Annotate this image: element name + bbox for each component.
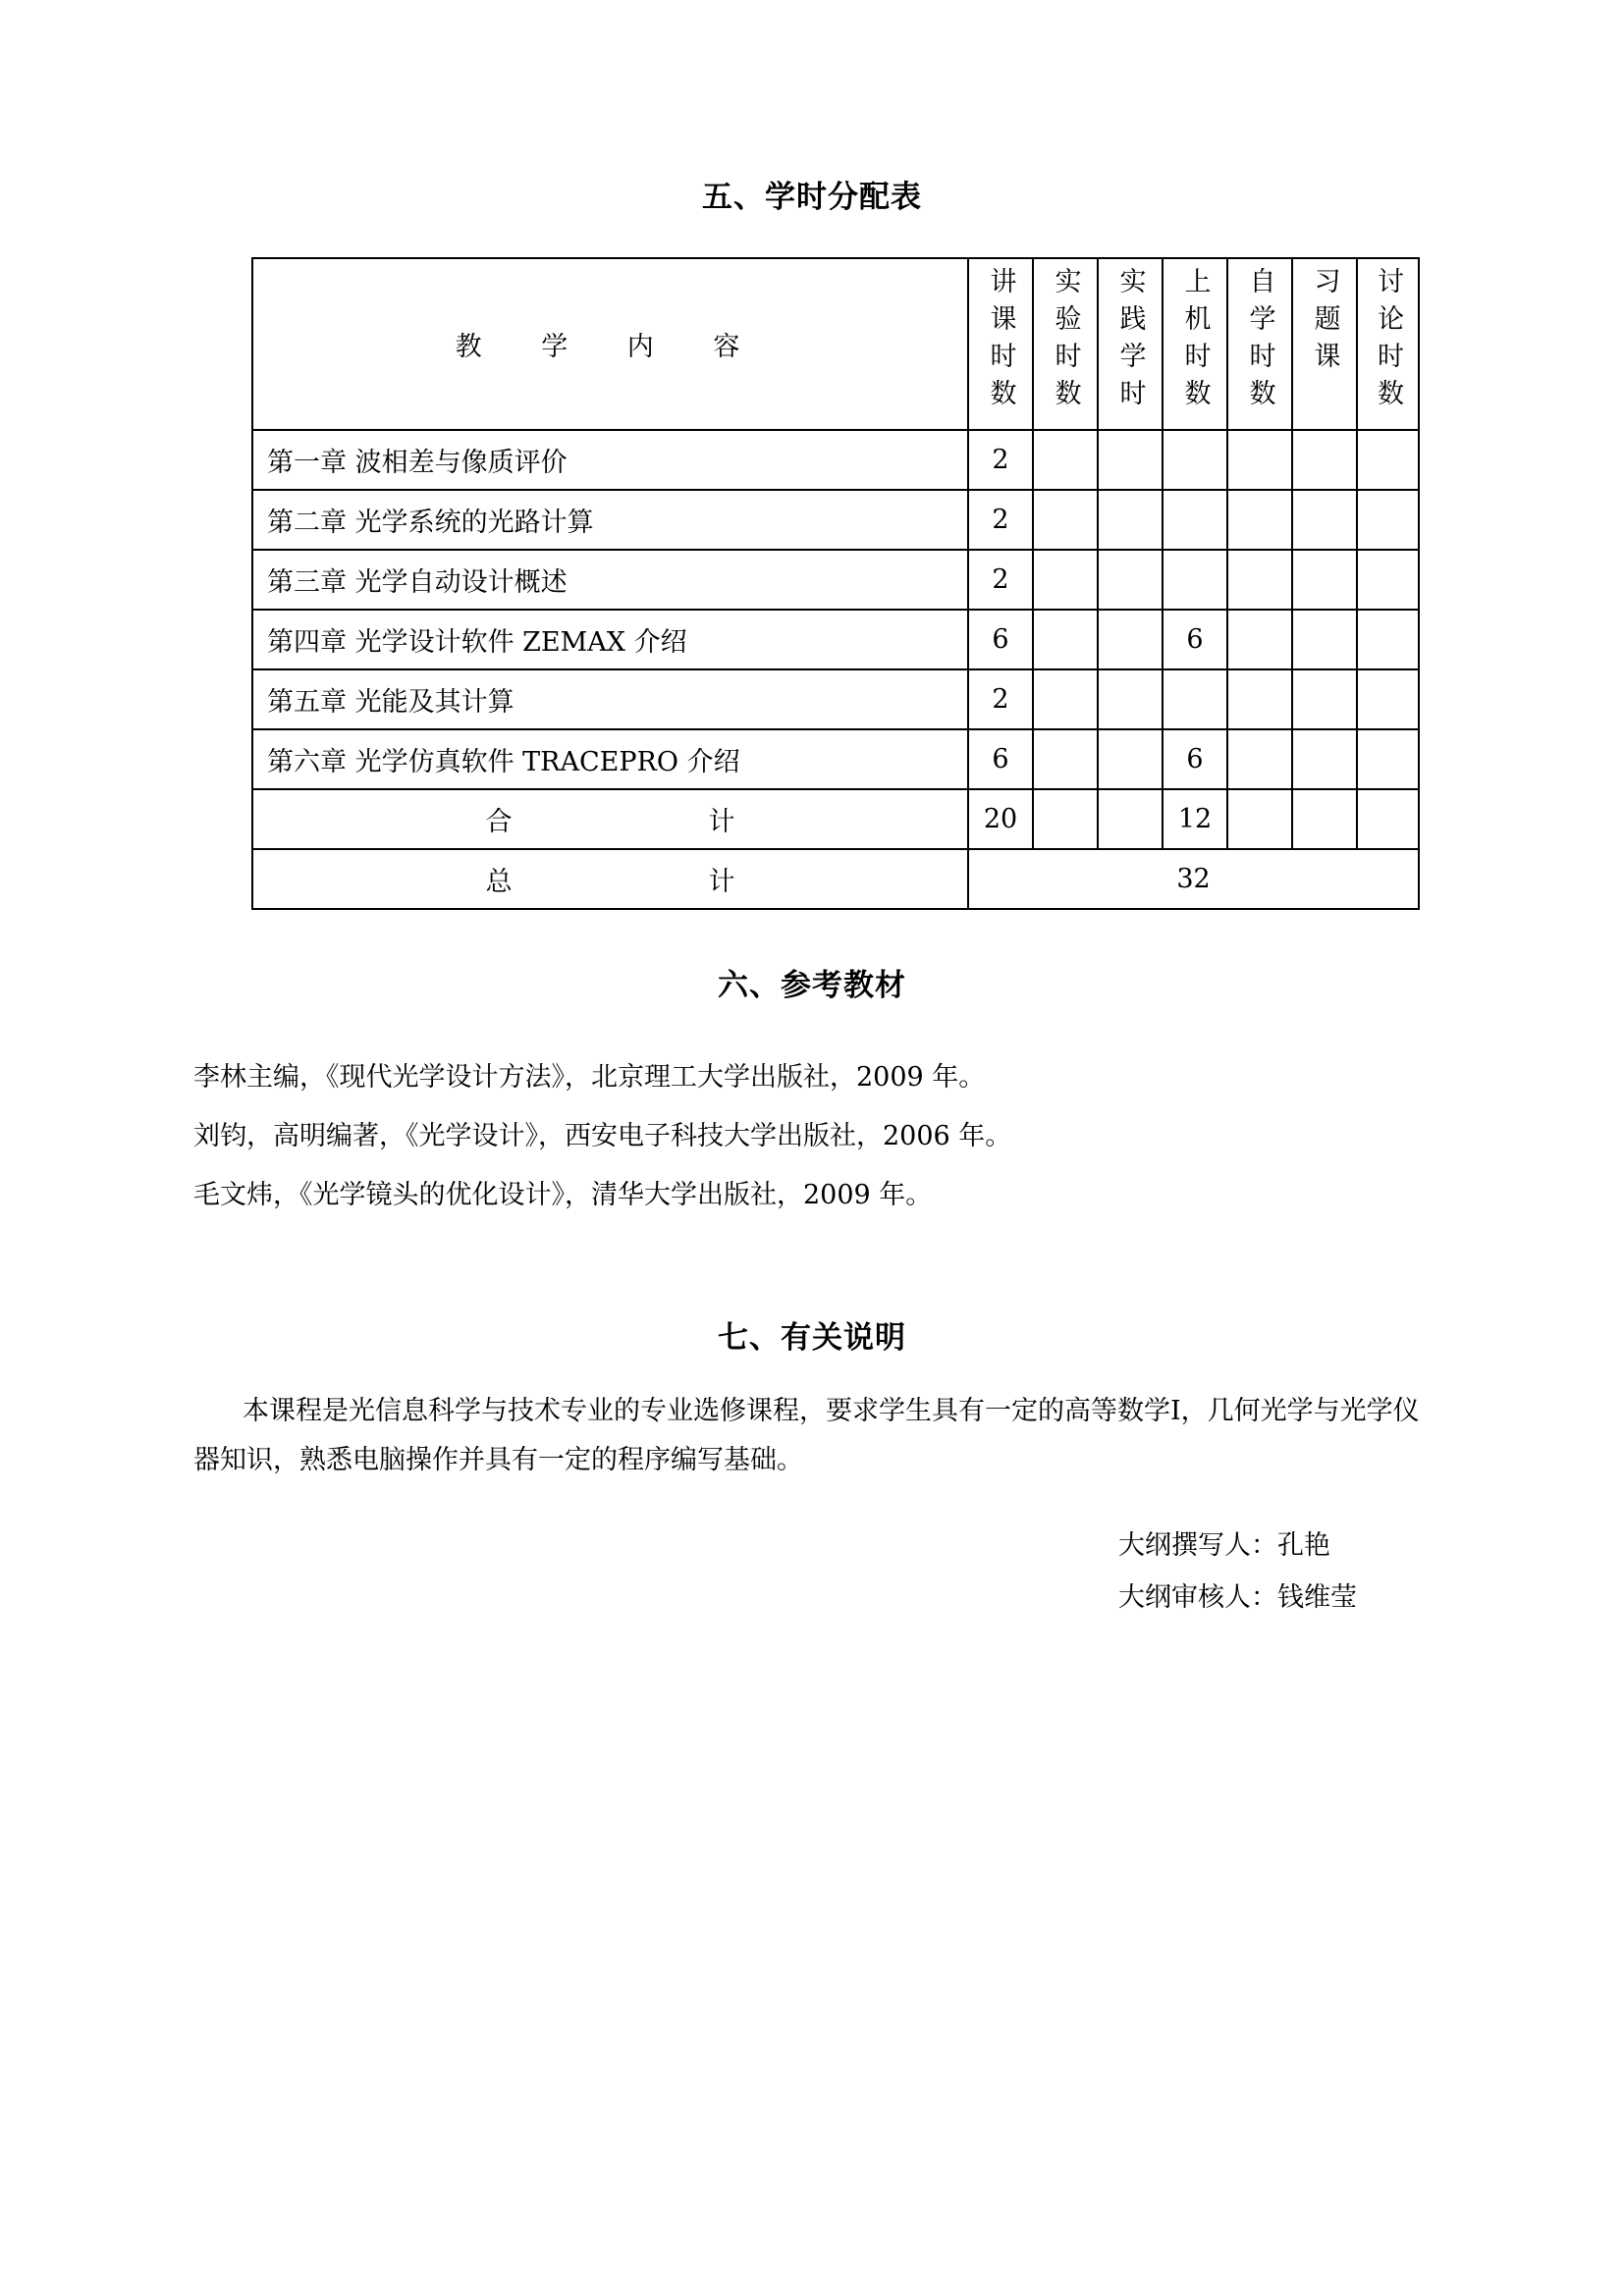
subtotal-row: [252, 789, 1419, 849]
table-cell: [1227, 789, 1292, 849]
signature-block: [1118, 1520, 1357, 1624]
table-cell: [1163, 490, 1227, 550]
chapter-name: 第五章 光能及其计算: [252, 669, 968, 729]
table-cell: [1227, 729, 1292, 789]
table-cell: [1292, 789, 1357, 849]
col-header: 实践学时: [1098, 258, 1163, 430]
chapter-name: 第三章 光学自动设计概述: [252, 550, 968, 610]
table-header-row: [252, 258, 1419, 430]
table-cell: 6: [968, 610, 1033, 669]
table-cell: [1357, 490, 1419, 550]
section-title-references: 六、参考教材: [718, 968, 906, 1003]
table-cell: [1357, 669, 1419, 729]
table-cell: [1227, 550, 1292, 610]
table-cell: [1098, 729, 1163, 789]
hours-table: [251, 257, 1420, 910]
table-cell: 2: [968, 550, 1033, 610]
section-title-notes: 七、有关说明: [718, 1320, 906, 1356]
reference-item: 毛文炜，《光学镜头的优化设计》，清华大学出版社，2009 年。: [193, 1180, 933, 1210]
table-cell: [1033, 490, 1098, 550]
chapter-name: 第六章 光学仿真软件 TRACEPRO 介绍: [252, 729, 968, 789]
table-cell: [1292, 490, 1357, 550]
reference-item: 刘钧，高明编著，《光学设计》，西安电子科技大学出版社，2006 年。: [193, 1121, 1012, 1151]
table-row: [252, 729, 1419, 789]
table-cell: 6: [1163, 610, 1227, 669]
table-cell: [1357, 729, 1419, 789]
table-cell: [1357, 789, 1419, 849]
writer-line: 大纲撰写人：孔艳: [1118, 1530, 1330, 1561]
chapter-name: 第一章 波相差与像质评价: [252, 430, 968, 490]
table-cell: [1357, 430, 1419, 490]
content-header: 教 学 内 容: [252, 258, 968, 430]
table-cell: [1357, 610, 1419, 669]
table-cell: [1033, 430, 1098, 490]
chapter-name: 第四章 光学设计软件 ZEMAX 介绍: [252, 610, 968, 669]
reference-item: 李林主编，《现代光学设计方法》，北京理工大学出版社，2009 年。: [193, 1062, 986, 1093]
total-label: 总 计: [252, 849, 968, 909]
table-cell: [1227, 669, 1292, 729]
total-value: 32: [968, 849, 1419, 909]
table-cell: 20: [968, 789, 1033, 849]
table-cell: [1292, 550, 1357, 610]
table-cell: [1098, 490, 1163, 550]
table-row: [252, 550, 1419, 610]
col-header: 实验时数: [1033, 258, 1098, 430]
table-cell: [1163, 550, 1227, 610]
table-cell: [1292, 729, 1357, 789]
table-cell: 2: [968, 430, 1033, 490]
chapter-name: 第二章 光学系统的光路计算: [252, 490, 968, 550]
table-cell: [1033, 669, 1098, 729]
reviewer-line: 大纲审核人：钱维莹: [1118, 1582, 1357, 1613]
table-cell: [1227, 430, 1292, 490]
table-row: [252, 669, 1419, 729]
table-cell: [1292, 430, 1357, 490]
table-cell: [1033, 610, 1098, 669]
table-cell: [1357, 550, 1419, 610]
col-header: 上机时数: [1163, 258, 1227, 430]
table-cell: [1163, 430, 1227, 490]
table-cell: [1098, 550, 1163, 610]
table-cell: [1098, 430, 1163, 490]
table-cell: [1033, 729, 1098, 789]
table-row: [252, 610, 1419, 669]
table-cell: 6: [1163, 729, 1227, 789]
table-cell: [1098, 789, 1163, 849]
col-header: 习题课: [1292, 258, 1357, 430]
table-cell: 2: [968, 669, 1033, 729]
table-cell: [1098, 669, 1163, 729]
table-cell: 6: [968, 729, 1033, 789]
table-cell: [1292, 669, 1357, 729]
col-header: 讨论时数: [1357, 258, 1419, 430]
table-cell: [1227, 490, 1292, 550]
course-note: 本课程是光信息科学与技术专业的专业选修课程，要求学生具有一定的高等数学Ⅰ，几何光学与光学仪器知识，熟悉电脑操作并具有一定的程序编写基础。: [193, 1396, 1420, 1475]
table-row: [252, 490, 1419, 550]
table-cell: [1098, 610, 1163, 669]
table-cell: [1033, 789, 1098, 849]
subtotal-label: 合 计: [252, 789, 968, 849]
reference-list: [193, 1048, 1011, 1225]
table-cell: [1033, 550, 1098, 610]
section-title-hours: 五、学时分配表: [702, 180, 922, 215]
total-row: [252, 849, 1419, 909]
table-row: [252, 430, 1419, 490]
table-cell: [1163, 669, 1227, 729]
col-header: 自学时数: [1227, 258, 1292, 430]
table-cell: [1292, 610, 1357, 669]
col-header: 讲课时数: [968, 258, 1033, 430]
table-cell: 2: [968, 490, 1033, 550]
table-cell: [1227, 610, 1292, 669]
table-cell: 12: [1163, 789, 1227, 849]
